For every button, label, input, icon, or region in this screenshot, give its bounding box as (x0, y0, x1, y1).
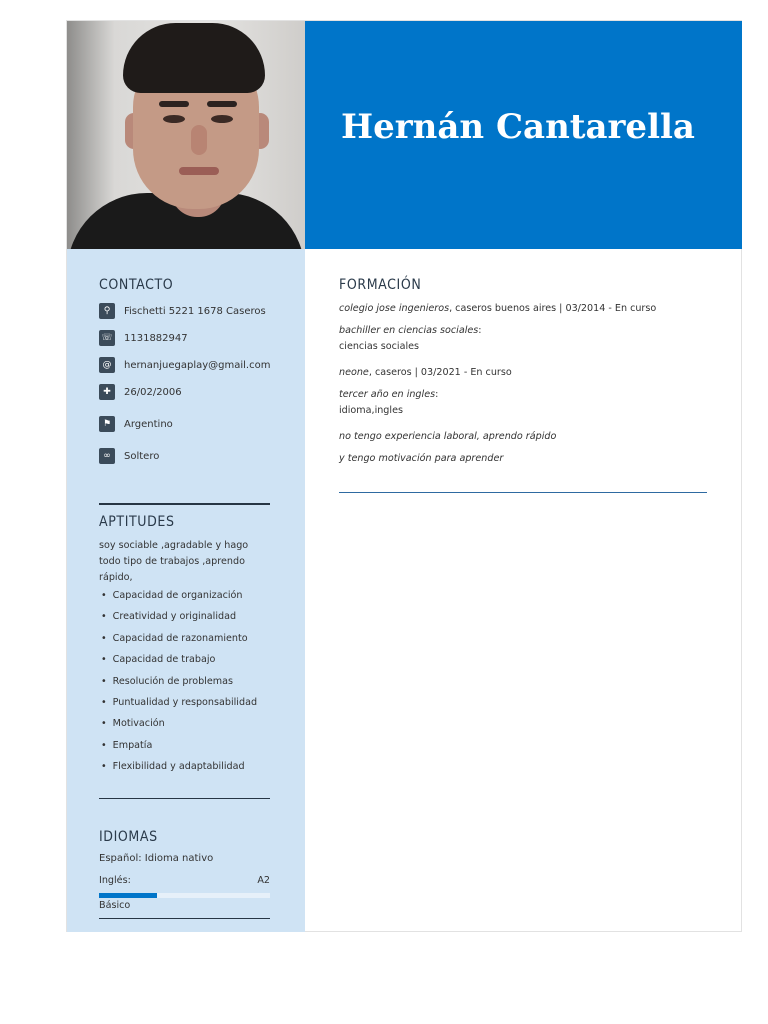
degree-detail: idioma,ingles (339, 405, 403, 416)
list-item: • Capacidad de trabajo (99, 649, 257, 670)
degree-line (339, 389, 438, 400)
language-level-bar (99, 893, 270, 898)
skills-list (99, 585, 257, 778)
contact-title: CONTACTO (99, 277, 174, 293)
contact-phone (99, 329, 188, 347)
education-entry-2 (339, 367, 512, 378)
list-item: • Puntualidad y responsabilidad (99, 692, 257, 713)
divider (99, 503, 270, 505)
contact-email[interactable] (99, 356, 270, 374)
aptitudes-intro: soy sociable ,agradable y hago todo tipo de trabajos ,aprendo rápido, (99, 540, 249, 583)
resume-page (66, 20, 742, 932)
contact-text[interactable]: hernanjuegaplay@gmail.com (124, 359, 271, 371)
contact-address (99, 302, 266, 320)
formacion-title: FORMACIÓN (339, 277, 422, 293)
note-line (339, 431, 556, 442)
colon: : (435, 389, 439, 400)
language-level-desc: Básico (99, 900, 131, 911)
education-entry-1 (339, 303, 656, 314)
list-item: • Flexibilidad y adaptabilidad (99, 756, 257, 777)
contact-birthdate (99, 383, 182, 401)
aptitudes-title: APTITUDES (99, 514, 175, 530)
phone-icon: ☏ (99, 330, 115, 346)
note-text: y tengo motivación para aprender (339, 453, 504, 464)
idiomas-title: IDIOMAS (99, 829, 158, 845)
location-pin-icon: ⚲ (99, 303, 115, 319)
contact-text: 26/02/2006 (124, 386, 182, 398)
contact-nationality (99, 415, 173, 433)
contact-text: Argentino (124, 418, 173, 430)
school-details: , caseros | 03/2021 - En curso (368, 367, 512, 378)
contact-text: Fischetti 5221 1678 Caseros (124, 305, 266, 317)
person-name: Hernán Cantarella (341, 107, 695, 147)
note-text: no tengo experiencia laboral, aprendo rápido (339, 431, 557, 442)
note-line (339, 453, 503, 464)
list-item: • Creatividad y originalidad (99, 606, 257, 627)
divider (99, 918, 270, 919)
contact-civil-status (99, 447, 159, 465)
profile-photo (67, 21, 305, 249)
flag-icon: ⚑ (99, 416, 115, 432)
school-name: colegio jose ingenieros (339, 303, 450, 314)
list-item: • Capacidad de organización (99, 585, 257, 606)
native-label: Español: (99, 853, 142, 864)
email-icon: @ (99, 357, 115, 373)
degree-detail: ciencias sociales (339, 341, 420, 352)
native-value: Idioma nativo (144, 853, 214, 864)
list-item: • Capacidad de razonamiento (99, 628, 257, 649)
language-english (99, 875, 270, 886)
colon: : (478, 325, 482, 336)
divider (99, 798, 270, 799)
list-item: • Resolución de problemas (99, 671, 257, 692)
language-label: Inglés: (99, 875, 131, 886)
rings-icon: ∞ (99, 448, 115, 464)
degree-name: tercer año en ingles (339, 389, 436, 400)
name-header (305, 21, 742, 249)
contact-text: Soltero (124, 450, 160, 462)
degree-line (339, 325, 482, 336)
divider (339, 492, 707, 493)
school-name: neone (339, 367, 369, 378)
list-item: • Motivación (99, 713, 257, 734)
school-details: , caseros buenos aires | 03/2014 - En curso (449, 303, 657, 314)
birthday-icon: ✚ (99, 384, 115, 400)
list-item: • Empatía (99, 735, 257, 756)
native-language (99, 853, 213, 864)
language-level: A2 (257, 875, 270, 886)
degree-name: bachiller en ciencias sociales (339, 325, 479, 336)
language-level-fill (99, 893, 157, 898)
contact-text: 1131882947 (124, 332, 188, 344)
sidebar (67, 249, 305, 932)
